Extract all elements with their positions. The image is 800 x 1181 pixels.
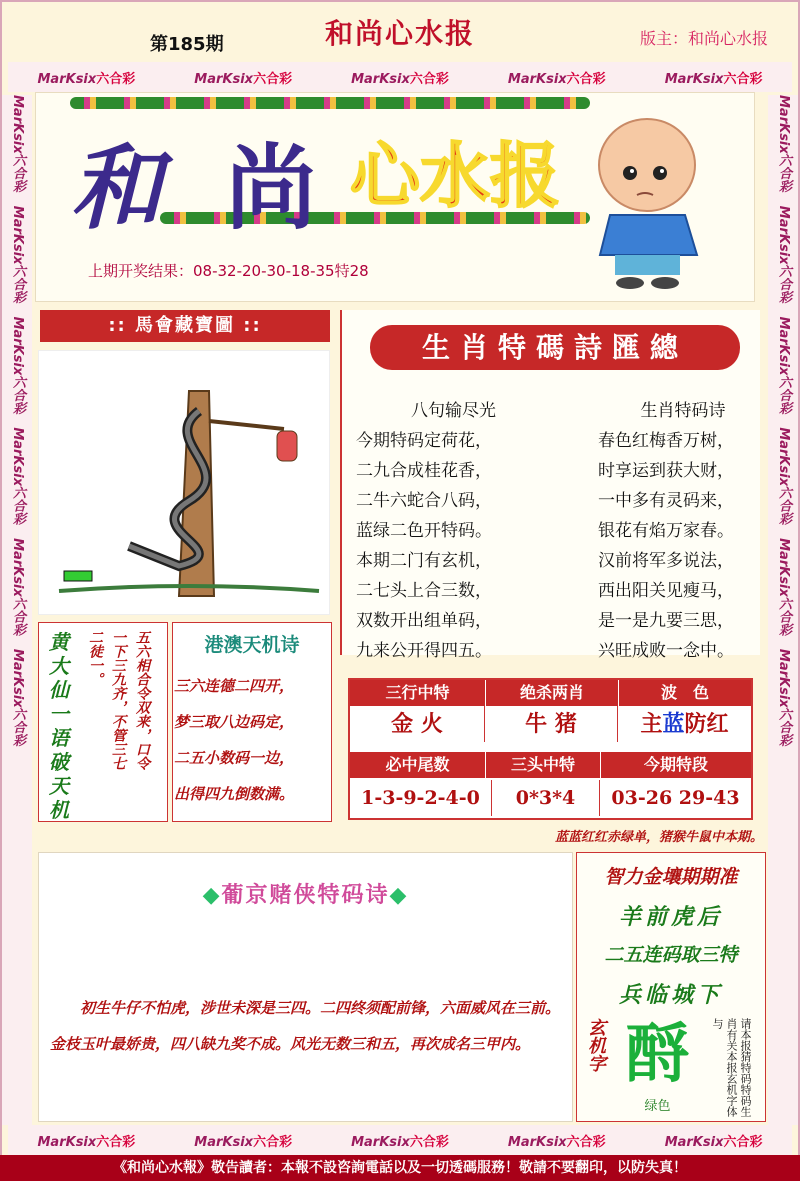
diamond-icon: ◆ [389,883,409,908]
table-note: 蓝蓝红红赤绿单，猪猴牛鼠中本期。 [554,830,763,845]
watermark-vertical: MarKsix六合彩 MarKsix六合彩 MarKsix六合彩 MarKsix六合彩 MarKsix六合彩 MarKsix六合彩 [776,95,791,747]
poem-line: 二九合成桂花香， [356,461,492,481]
last-draw-result: 上期开奖结果：08-32-20-30-18-35特28 [88,262,369,280]
riddle-char: 酹 [625,1017,690,1092]
top-title: 和尚心水报 [325,17,476,50]
value-three-heads: 0*3*4 [492,780,600,816]
header-tail-numbers: 必中尾数 [350,752,485,778]
gangao-poem-title: 港澳天机诗 [204,634,300,656]
poem-1-title: 八句输尽光 [411,401,496,421]
poem-line: 出得四九倒数满。 [174,785,295,803]
poem-line: 春色红梅香万树， [598,431,734,451]
zodiac-poem-title: 生肖特碼詩匯總 [370,325,740,370]
header-special-range: 今期特段 [600,752,751,778]
value-tail-numbers: 1-3-9-2-4-0 [350,780,492,816]
watermark-item: MarKsix六合彩 [351,1134,449,1150]
idiom-2: 二五连码取三特 [604,944,738,966]
poem-line: 梦三取八边码定， [174,713,295,731]
watermark-item: MarKsix六合彩 [194,1134,293,1150]
monk-mascot-image [585,95,715,295]
riddle-char-box [610,1015,705,1115]
poem-line: 九来公开得四五。 [356,641,492,661]
poem-line: 二五小数码一边， [174,749,295,767]
value-special-range: 03-26 29-43 [611,787,740,809]
watermark-item: MarKsix六合彩 [664,71,763,87]
poem-line: 三六连德二四开， [174,677,295,695]
gambler-poem-title: ◆葡京赌侠特码诗◆ [202,883,409,908]
value-kill-zodiac: 牛 猪 [485,706,618,742]
wave-guard: 防红 [684,711,729,737]
watermark-item: MarKsix六合彩 [507,71,606,87]
watermark-item: MarKsix六合彩 [37,1134,136,1150]
huang-daxian-title: 黄大仙一语破天机 [49,630,69,822]
gambler-poem-text: 初生牛仔不怕虎，涉世未深是三四。二四终须配前锋，六面威风在三前。金枝玉叶最娇贵，四八缺九奖不成。风光无数三和五，再次成名三甲内。 [50,999,561,1053]
poem-line: 今期特码定荷花， [356,431,492,451]
watermark-item: MarKsix六合彩 [194,71,293,87]
watermark-item: MarKsix六合彩 [351,71,449,87]
header-three-heads: 三头中特 [485,752,600,778]
xuanji-label: 玄机字 [585,1018,606,1072]
left-watermark-strip [2,95,32,1125]
treasure-map-image [38,350,330,615]
riddle-char-note: 绿色 [644,1099,671,1114]
treasure-map-title: :: 馬會藏寶圖 :: [40,310,330,342]
poem-line: 银花有焰万家春。 [598,521,734,541]
gangao-poem-body [174,668,332,812]
poem-line: 是一是九要三思， [598,611,734,631]
huang-col-2: 一下三九齐，不管三七 [110,630,126,770]
poem-line: 双数开出组单码， [356,611,492,631]
watermark-item: MarKsix六合彩 [664,1134,763,1150]
issue-number: 第185期 [150,34,224,55]
wave-blue: 蓝 [662,711,685,737]
logo-sub: 心水报 [350,135,560,217]
poem-line: 西出阳关见瘦马， [598,581,734,601]
header-three-elements: 三行中特 [350,680,485,706]
poem-2-title: 生肖特码诗 [640,401,726,421]
huang-col-3: 五六相合令双来，口令 [134,630,150,770]
poem-line: 二七头上合三数， [356,581,492,601]
idiom-1: 羊前虎后 [618,904,723,930]
footer-notice: 《和尚心水報》敬告讀者：本報不設咨詢電話以及一切透碼服務！敬請不要翻印，以防失真！ [0,1155,800,1181]
riddle-side-note: 请本报猜特码特码生肖有关本报玄机字体与 [711,1018,752,1117]
poem-line: 汉前将军多说法， [598,551,734,571]
header-kill-zodiac: 绝杀两肖 [485,680,618,706]
header-wave-color: 波 色 [618,680,751,706]
logo-shang: 尚 [225,134,318,242]
flower-vine-top [70,97,590,109]
right-watermark-strip [768,95,798,1125]
poem-line: 兴旺成败一念中。 [598,641,734,661]
poem-2-body [598,426,768,666]
diamond-icon: ◆ [202,883,222,908]
wisdom-line: 智力金壤期期准 [604,866,738,888]
watermark-item: MarKsix六合彩 [37,71,136,87]
poem-line: 本期二门有玄机， [356,551,492,571]
poem-1-body [356,426,551,666]
poem-line: 蓝绿二色开特码。 [356,521,492,541]
huang-col-1: 二徒一。 [87,630,103,686]
watermark-item: MarKsix六合彩 [507,1134,606,1150]
poem-line: 时享运到获大财， [598,461,734,481]
poem-line: 一中多有灵码来， [598,491,734,511]
value-wave-color [618,706,751,742]
bottom-watermark-strip [8,1125,792,1155]
wave-main: 主 [640,711,663,737]
watermark-vertical: MarKsix六合彩 MarKsix六合彩 MarKsix六合彩 MarKsix六合彩 MarKsix六合彩 MarKsix六合彩 [10,95,25,747]
logo-he: 和 [70,134,163,242]
value-three-elements: 金 火 [350,706,485,742]
poem-line: 二牛六蛇合八码， [356,491,492,511]
editor-line: 版主：和尚心水报 [640,29,769,48]
top-watermark-strip [8,62,792,92]
idiom-3: 兵临城下 [618,982,723,1008]
